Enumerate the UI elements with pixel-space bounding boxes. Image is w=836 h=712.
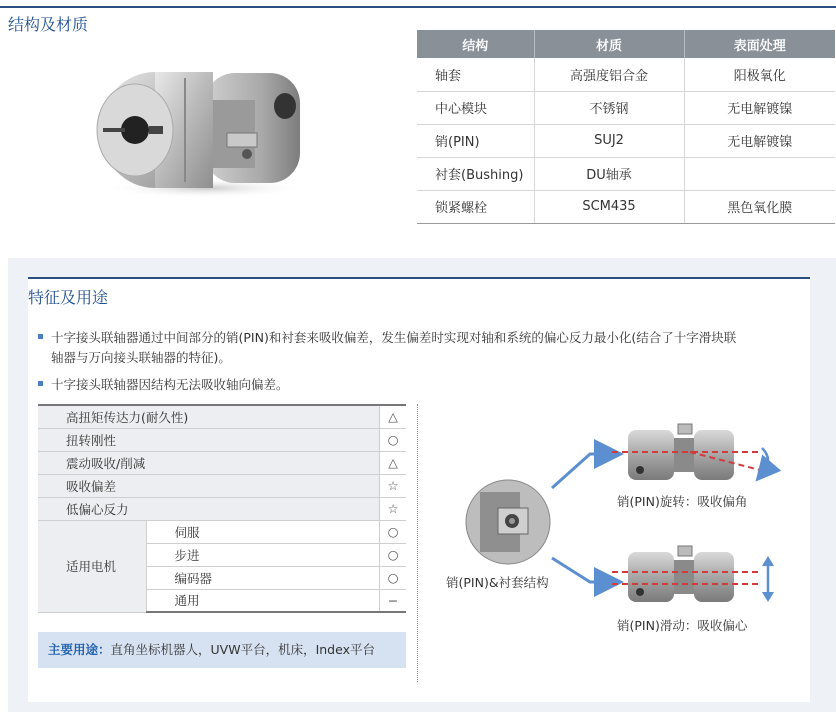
feature-value: △ [380,451,406,474]
cell-material: 高强度铝合金 [534,58,684,91]
vertical-divider [417,404,418,682]
motor-value: ○ [380,543,406,566]
feature-value: ☆ [380,497,406,520]
table-row [38,474,406,497]
motor-value: ○ [380,520,406,543]
feature-label: 震动吸收/削减 [38,451,380,474]
feature-bullet-2 [38,375,798,395]
usage-text: 直角坐标机器人，UVW平台，机床，Index平台 [110,642,375,657]
rotation-coupling-image [612,424,768,480]
bullet-square-icon [38,334,43,339]
material-table [417,30,835,224]
cell-structure: 锁紧螺栓 [417,190,534,223]
feature-value: ☆ [380,474,406,497]
cell-structure: 销(PIN) [417,124,534,157]
cell-structure: 轴套 [417,58,534,91]
header-surface: 表面处理 [684,30,835,58]
motor-label: 编码器 [146,566,380,589]
table-row [38,520,406,543]
feature-value: △ [380,405,406,428]
motor-label: 伺服 [146,520,380,543]
cell-structure: 中心模块 [417,91,534,124]
motor-label: 步进 [146,543,380,566]
feature-bullet-1 [38,328,798,368]
cell-material: SCM435 [534,190,684,223]
cell-material: 不锈钢 [534,91,684,124]
slide-coupling-image [612,546,774,602]
bullet-square-icon [38,381,43,386]
motor-value: − [380,589,406,612]
table-row [417,124,835,157]
pin-bushing-closeup [466,480,550,564]
section1-title: 结构及材质 [8,15,89,34]
table-row [417,91,835,124]
cell-surface: 阳极氧化 [684,58,835,91]
table-row [417,157,835,190]
feature-table [38,404,406,613]
cell-surface: 黑色氧化膜 [684,190,835,223]
cell-surface: 无电解镀镍 [684,124,835,157]
feature-value: ○ [380,428,406,451]
section2-rule [28,277,810,279]
cell-surface: 无电解镀镍 [684,91,835,124]
cell-structure: 衬套(Bushing) [417,157,534,190]
caption-pin-rotation: 销(PIN)旋转：吸收偏角 [617,494,748,509]
table-row [417,58,835,91]
table-row [38,497,406,520]
cell-material: SUJ2 [534,124,684,157]
table-row [417,190,835,223]
motor-group-label: 适用电机 [38,520,146,612]
coupling-product-image [95,58,310,200]
section1-rule [0,6,836,8]
cell-surface [684,157,835,190]
cell-material: DU轴承 [534,157,684,190]
feature-label: 吸收偏差 [38,474,380,497]
feature-label: 低偏心反力 [38,497,380,520]
motor-label: 通用 [146,589,380,612]
table-row [38,451,406,474]
section2-title: 特征及用途 [28,288,109,307]
pin-mechanism-diagram [440,412,820,642]
table-row [38,428,406,451]
bullet-text: 十字接头联轴器通过中间部分的销(PIN)和衬套来吸收偏差，发生偏差时实现对轴和系统的偏心反力最小化(结合了十字滑块联 [51,330,737,345]
usage-key: 主要用途： [48,642,111,657]
feature-label: 高扭矩传达力(耐久性) [38,405,380,428]
caption-pin-bushing: 销(PIN)&衬套结构 [446,575,549,590]
material-table-header [417,30,835,58]
caption-pin-slide: 销(PIN)滑动：吸收偏心 [617,618,748,633]
feature-label: 扭转刚性 [38,428,380,451]
usage-box [38,632,406,668]
motor-value: ○ [380,566,406,589]
header-material: 材质 [534,30,684,58]
bullet-text-continued: 轴器与万向接头联轴器的特征)。 [51,350,231,365]
table-row [38,405,406,428]
bullet-text: 十字接头联轴器因结构无法吸收轴向偏差。 [51,377,289,392]
header-structure: 结构 [417,30,534,58]
